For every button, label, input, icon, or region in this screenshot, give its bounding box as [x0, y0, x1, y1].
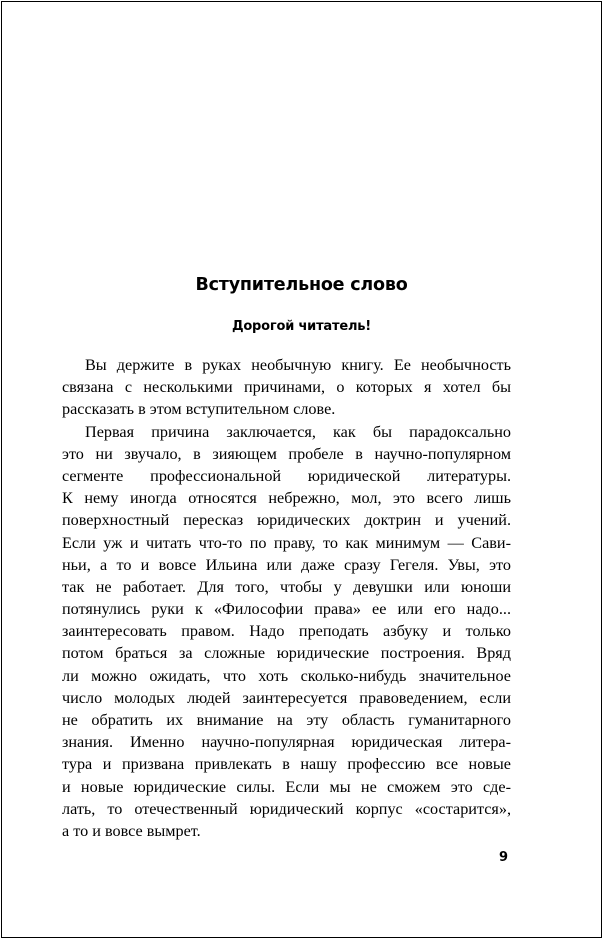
text-line: ньи, а то и вовсе Ильина или даже сразу Гегеля. Увы, это [62, 555, 511, 574]
text-line: тура и призвана привлекать в нашу профессию все новые [62, 755, 511, 774]
text-line: потом браться за сложные юридические построения. Вряд [62, 644, 511, 663]
text-line: ли можно ожидать, что хоть сколько-нибудь значительное [62, 666, 511, 685]
text-line: рассказать в этом вступительном слове. [62, 400, 336, 419]
text-line: это ни звучало, в зияющем пробеле в научно-популярном [62, 444, 511, 463]
text-line: Вы держите в руках необычную книгу. Ее необычность [85, 356, 511, 374]
chapter-title: Вступительное слово [195, 275, 408, 295]
text-line: связана с несколькими причинами, о которых я хотел бы [62, 378, 511, 397]
text-line: Первая причина заключается, как бы парадоксально [85, 422, 511, 441]
text-line: сегменте профессиональной юридической литературы. [62, 466, 511, 485]
page-number: 9 [499, 850, 509, 865]
text-line: число молодых людей заинтересуется правоведением, если [62, 688, 511, 707]
text-line: Если уж и читать что-то по праву, то как минимум — Сави- [62, 533, 511, 552]
text-line: К нему иногда относятся небрежно, мол, это всего лишь [62, 489, 511, 508]
salutation: Дорогой читатель! [231, 319, 372, 334]
text-line: потянулись руки к «Философии права» ее или его надо... [62, 600, 511, 619]
body-text [62, 354, 511, 842]
text-line: и новые юридические силы. Если мы не сможем это сде- [62, 777, 511, 796]
text-line: а то и вовсе вымрет. [62, 821, 201, 840]
text-line: заинтересовать правом. Надо преподать азбуку и только [62, 622, 511, 641]
text-line: не обратить их внимание на эту область гуманитарного [62, 711, 511, 729]
book-page [1, 1, 602, 938]
text-line: поверхностный пересказ юридических доктрин и учений. [62, 511, 511, 530]
text-line: знания. Именно научно-популярная юридическая литера- [62, 733, 511, 752]
text-line: так не работает. Для того, чтобы у девушки или юноши [62, 577, 511, 596]
text-line: лать, то отечественный юридический корпус «состарится», [62, 799, 511, 818]
